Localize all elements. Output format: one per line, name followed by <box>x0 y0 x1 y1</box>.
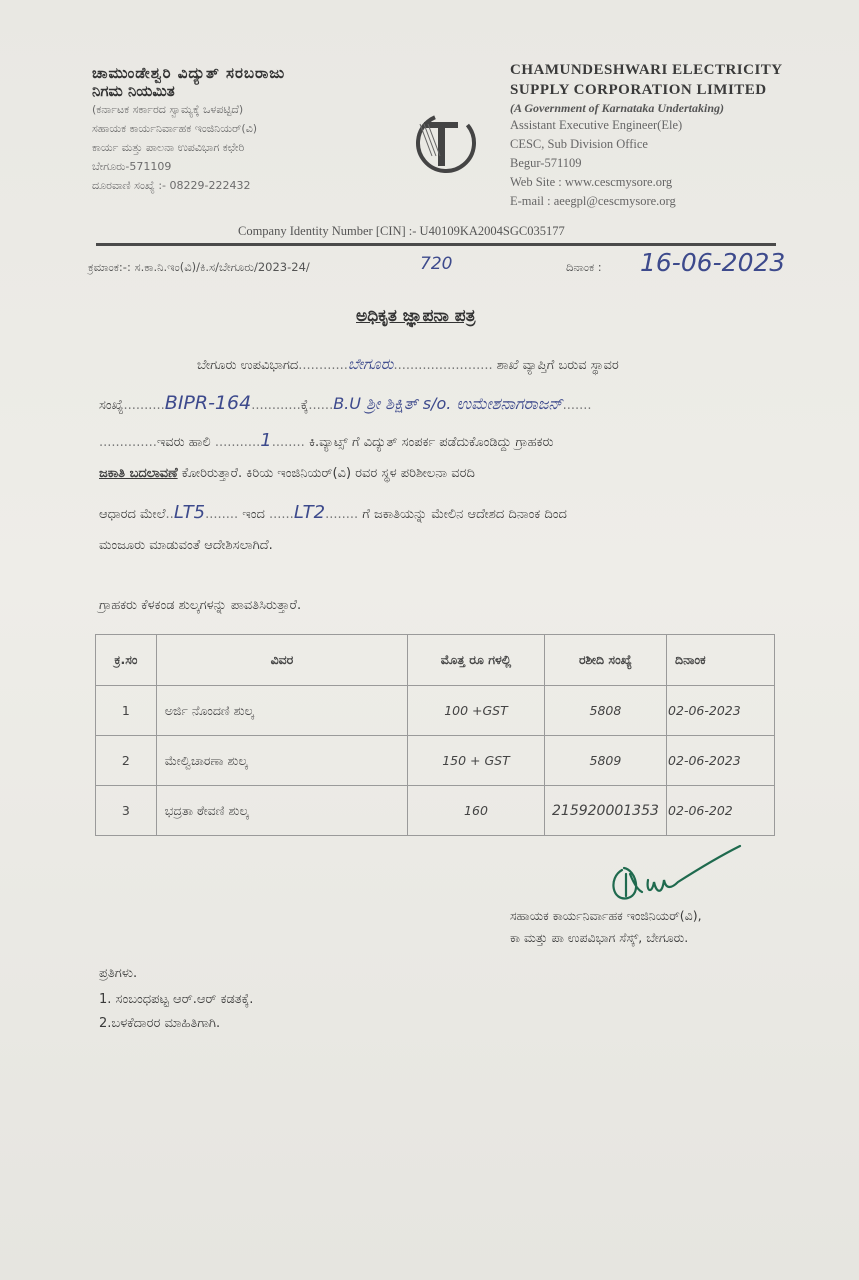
col-sl: ಕ್ರ.ಸಂ <box>96 635 157 686</box>
tariff-change-text: ಜಕಾತಿ ಬದಲಾವಣೆ <box>99 466 178 481</box>
pin-english: Begur-571109 <box>510 156 582 170</box>
row-date: 02-06-202 <box>667 786 775 836</box>
signatory-office: ಕಾ ಮತ್ತು ಪಾ ಉಪವಿಭಾಗ ಸೆಸ್ಕ್, ಬೇಗೂರು. <box>510 930 689 945</box>
copy-item-1: 1. ಸಂಬಂಧಪಟ್ಟ ಆರ್.ಆರ್ ಕಡತಕ್ಕೆ. <box>99 992 254 1007</box>
consumer-name: B.U ಶ್ರೀ ಶಿಕ್ಷಿತ್ s/o. ಉಮೇಶನಾಗರಾಜನ್ <box>333 394 563 413</box>
reference-label: ಕ್ರಮಾಂಕ:-: ಸ.ಕಾ.ನಿ.ಇಂ(ವಿ)/ಕಿ.ಸ/ಬೇಗೂರು/2023-24/ <box>88 260 310 274</box>
number-label: ಸಂಖ್ಯೆ <box>99 398 124 413</box>
body-line-1: ಬೇಗೂರು ಉಪವಿಭಾಗದ............ಬೇಗೂರು........................ ಶಾಖೆ ವ್ಯಾಪ್ತಿಗೆ ಬರುವ ಸ್ಥಾವರ <box>197 355 619 373</box>
subdivision-text: ಬೇಗೂರು ಉಪವಿಭಾಗದ <box>197 358 299 373</box>
body-line-6: ಮಂಜೂರು ಮಾಡುವಂತೆ ಆದೇಶಿಸಲಾಗಿದೆ. <box>99 538 273 553</box>
company-cin: Company Identity Number [CIN] :- U40109KA2004SGC035177 <box>238 224 565 238</box>
row-amount: 150 + GST <box>408 736 545 786</box>
undertaking-kannada: (ಕರ್ನಾಟಕ ಸರ್ಕಾರದ ಸ್ವಾಮ್ಯಕ್ಕೆ ಒಳಪಟ್ಟಿದೆ) <box>92 103 244 116</box>
col-receipt: ರಶೀದಿ ಸಂಖ್ಯೆ <box>544 635 666 686</box>
email-english: E-mail : aeegpl@cescmysore.org <box>510 194 676 208</box>
body-line-3: ..............ಇವರು ಹಾಲಿ ...........1........ ಕಿ.ವ್ಯಾಟ್ಸ್ ಗೆ ವಿದ್ಯುತ್ ಸಂಪರ್ಕ ಪಡೆದುಕೊಂಡಿದ್ದು ಗ್ರಾಹಕರು <box>99 430 554 451</box>
row-desc: ಭದ್ರತಾ ಠೇವಣಿ ಶುಲ್ಕ <box>156 786 407 836</box>
org-name-line2: SUPPLY CORPORATION LIMITED <box>510 82 767 98</box>
english-letterhead <box>510 62 800 211</box>
old-tariff: LT5 <box>173 502 206 523</box>
office-kannada: ಸಹಾಯಕ ಕಾರ್ಯನಿರ್ವಾಹಕ ಇಂಜಿನಿಯರ್(ವಿ) <box>92 122 258 135</box>
branch-text: ಶಾಖೆ ವ್ಯಾಪ್ತಿಗೆ ಬರುವ ಸ್ಥಾವರ <box>496 358 619 373</box>
phone-kannada: ದೂರವಾಣಿ ಸಂಖ್ಯೆ :- 08229-222432 <box>92 179 251 192</box>
body-line-4 <box>99 466 475 481</box>
office-english: CESC, Sub Division Office <box>510 137 648 151</box>
row-sl: 2 <box>96 736 157 786</box>
table-header-row <box>96 635 775 686</box>
new-tariff: LT2 <box>293 502 326 523</box>
current-text: ಇವರು ಹಾಲಿ <box>156 435 211 450</box>
basis-text: ಆಧಾರದ ಮೇಲೆ <box>99 507 166 522</box>
designation-english: Assistant Executive Engineer(Ele) <box>510 118 683 132</box>
date-label: ದಿನಾಂಕ : <box>566 260 602 274</box>
col-desc: ವಿವರ <box>156 635 407 686</box>
installation-number: BIPR-164 <box>164 392 252 414</box>
from-text: ಇಂದ <box>242 507 265 522</box>
pin-kannada: ಬೇಗೂರು-571109 <box>92 160 172 173</box>
request-text: ಕೋರಿರುತ್ತಾರೆ. ಕಿರಿಯ ಇಂಜಿನಿಯರ್(ವಿ) ರವರ ಸ್ಥಳ ಪರಿಶೀಲನಾ ವರದಿ <box>181 466 475 481</box>
letter-date: 16-06-2023 <box>640 248 786 277</box>
row-amount: 100 +GST <box>408 686 545 736</box>
row-desc: ಮೇಲ್ವಿಚಾರಣಾ ಶುಲ್ಕ <box>156 736 407 786</box>
col-amount: ಮೊತ್ತ ರೂ ಗಳಲ್ಲಿ <box>408 635 545 686</box>
body-line-2: ಸಂಖ್ಯೆ..........BIPR-164............ಕ್ಕೆ......B.U ಶ್ರೀ ಶಿಕ್ಷಿತ್ s/o. ಉಮೇಶನಾಗರಾಜನ್....... <box>99 392 592 414</box>
row-date: 02-06-2023 <box>667 686 775 736</box>
document-title: ಅಧಿಕೃತ ಜ್ಞಾಪನಾ ಪತ್ರ <box>356 306 476 326</box>
connection-text: ಕಿ.ವ್ಯಾಟ್ಸ್ ಗೆ ವಿದ್ಯುತ್ ಸಂಪರ್ಕ ಪಡೆದುಕೊಂಡಿದ್ದು ಗ್ರಾಹಕರು <box>308 435 554 450</box>
fees-table <box>95 634 775 836</box>
row-receipt: 5809 <box>544 736 666 786</box>
table-row <box>96 786 775 836</box>
branch-handwritten: ಬೇಗೂರು <box>347 355 394 373</box>
cesc-logo <box>410 106 480 180</box>
load-kw: 1 <box>260 430 272 451</box>
row-receipt: 215920001353 <box>544 786 666 836</box>
kannada-letterhead <box>92 64 402 195</box>
table-row <box>96 686 775 736</box>
row-date: 02-06-2023 <box>667 736 775 786</box>
org-name-line1: CHAMUNDESHWARI ELECTRICITY <box>510 62 783 78</box>
col-date: ದಿನಾಂಕ <box>667 635 775 686</box>
table-row <box>96 736 775 786</box>
signatory-designation: ಸಹಾಯಕ ಕಾರ್ಯನಿರ್ವಾಹಕ ಇಂಜಿನಿಯರ್(ವಿ), <box>510 908 702 923</box>
header-rule <box>96 243 776 246</box>
row-amount: 160 <box>408 786 545 836</box>
row-desc: ಅರ್ಜಿ ನೊಂದಣಿ ಶುಲ್ಕ <box>156 686 407 736</box>
org-name-kannada-line2: ನಿಗಮ ನಿಯಮಿತ <box>92 82 175 100</box>
row-sl: 3 <box>96 786 157 836</box>
row-sl: 1 <box>96 686 157 736</box>
undertaking-english: (A Government of Karnataka Undertaking) <box>510 101 725 115</box>
fees-intro: ಗ್ರಾಹಕರು ಕೆಳಕಂಡ ಶುಲ್ಕಗಳನ್ನು ಪಾವತಿಸಿರುತ್ತಾರೆ. <box>99 598 302 613</box>
reference-number: 720 <box>420 254 453 274</box>
website-english: Web Site : www.cescmysore.org <box>510 175 673 189</box>
order-text: ಗೆ ಜಕಾತಿಯನ್ನು ಮೇಲಿನ ಆದೇಶದ ದಿನಾಂಕ ದಿಂದ <box>362 507 567 522</box>
org-name-kannada-line1: ಚಾಮುಂಡೇಶ್ವರಿ ವಿದ್ಯುತ್ ಸರಬರಾಜು <box>92 64 286 82</box>
copies-title: ಪ್ರತಿಗಳು. <box>99 966 138 981</box>
signature-mark <box>600 840 760 910</box>
reference-line <box>88 248 808 284</box>
copy-item-2: 2.ಬಳಕೆದಾರರ ಮಾಹಿತಿಗಾಗಿ. <box>99 1016 221 1031</box>
subdivision-kannada: ಕಾರ್ಯ ಮತ್ತು ಪಾಲನಾ ಉಪವಿಭಾಗ ಕಛೇರಿ <box>92 141 245 154</box>
row-receipt: 5808 <box>544 686 666 736</box>
to-text: ಕ್ಕೆ <box>300 398 309 413</box>
body-line-5: ಆಧಾರದ ಮೇಲೆ..LT5........ ಇಂದ ......LT2........ ಗೆ ಜಕಾತಿಯನ್ನು ಮೇಲಿನ ಆದೇಶದ ದಿನಾಂಕ ದಿಂದ <box>99 502 567 523</box>
